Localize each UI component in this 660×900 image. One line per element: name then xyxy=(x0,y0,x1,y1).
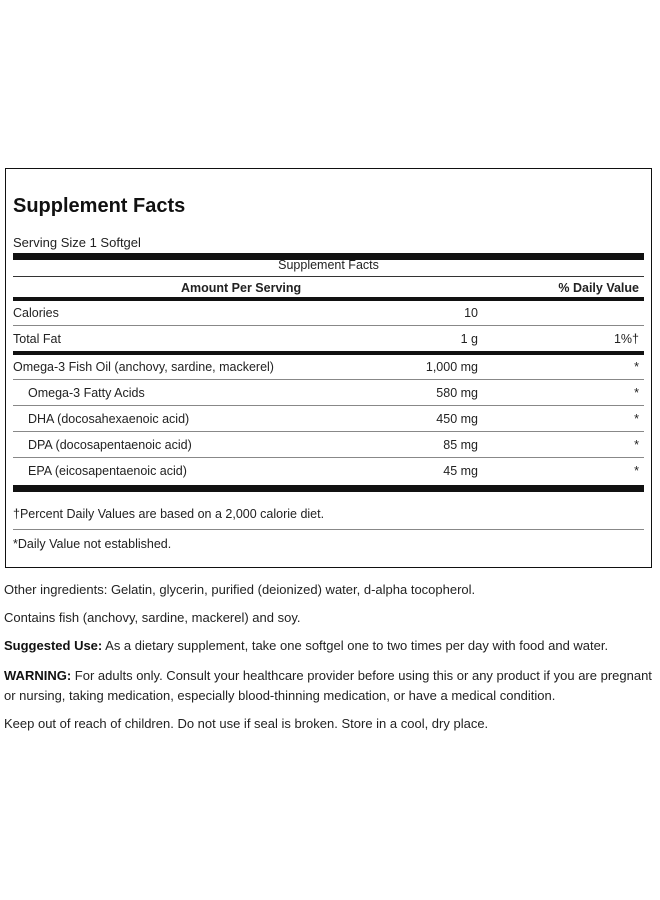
row-dv: * xyxy=(634,438,639,452)
warning-text: For adults only. Consult your healthcare provider before using this or any product if you are pregnant or nursing, taking medication, especially blood-thinning medication, or have a medical condition. xyxy=(4,668,652,703)
row-divider xyxy=(13,325,644,326)
row-dv: * xyxy=(634,360,639,374)
supplement-facts-panel xyxy=(5,168,652,568)
col-header-amount: Amount Per Serving xyxy=(181,281,302,295)
panel-title: Supplement Facts xyxy=(13,195,186,217)
col-header-dv: % Daily Value xyxy=(558,281,639,295)
row-divider xyxy=(13,379,644,380)
row-amount: 1 g xyxy=(460,332,478,346)
table-caption: Supplement Facts xyxy=(278,258,379,272)
row-divider xyxy=(13,405,644,406)
row-amount: 1,000 mg xyxy=(425,360,478,374)
divider-caption xyxy=(13,276,644,277)
row-name: DPA (docosapentaenoic acid) xyxy=(28,438,192,452)
row-name: Calories xyxy=(13,306,59,320)
row-name: Omega-3 Fish Oil (anchovy, sardine, mackerel) xyxy=(13,360,274,374)
suggested-use-label: Suggested Use: xyxy=(4,638,103,653)
row-dv: * xyxy=(634,386,639,400)
row-name: EPA (eicosapentaenoic acid) xyxy=(28,464,187,478)
row-amount: 45 mg xyxy=(443,464,478,478)
row-dv: 1%† xyxy=(613,332,639,346)
row-dv: * xyxy=(634,464,639,478)
row-name: Omega-3 Fatty Acids xyxy=(28,386,145,400)
serving-size: Serving Size 1 Softgel xyxy=(13,235,141,250)
table-row-dha xyxy=(13,407,644,431)
warning-label: WARNING: xyxy=(4,668,72,683)
table-row-calories xyxy=(13,301,644,325)
row-divider xyxy=(13,457,644,458)
row-amount: 580 mg xyxy=(436,386,478,400)
row-name: Total Fat xyxy=(13,332,61,346)
storage-statement: Keep out of reach of children. Do not use if seal is broken. Store in a cool, dry place. xyxy=(4,716,489,731)
suggested-use xyxy=(4,636,652,656)
footnote-not-established: *Daily Value not established. xyxy=(13,537,172,551)
footnote-daily-values: †Percent Daily Values are based on a 2,000 calorie diet. xyxy=(13,507,325,521)
table-row-epa xyxy=(13,459,644,483)
row-name: DHA (docosahexaenoic acid) xyxy=(28,412,190,426)
footnote-divider xyxy=(13,529,644,530)
other-ingredients: Other ingredients: Gelatin, glycerin, purified (deionized) water, d-alpha tocopherol. xyxy=(4,582,476,597)
table-row-fish-oil xyxy=(13,355,644,379)
suggested-use-text: As a dietary supplement, take one softgel one to two times per day with food and water. xyxy=(102,638,609,653)
table-row-dpa xyxy=(13,433,644,457)
row-amount: 450 mg xyxy=(436,412,478,426)
table-row-omega3 xyxy=(13,381,644,405)
row-divider xyxy=(13,431,644,432)
row-amount: 10 xyxy=(464,306,478,320)
divider-thick-bottom xyxy=(13,485,644,492)
allergen-statement: Contains fish (anchovy, sardine, mackerel) and soy. xyxy=(4,610,301,625)
row-dv: * xyxy=(634,412,639,426)
table-row-total-fat xyxy=(13,327,644,351)
warning-statement xyxy=(4,666,652,706)
row-amount: 85 mg xyxy=(443,438,478,452)
